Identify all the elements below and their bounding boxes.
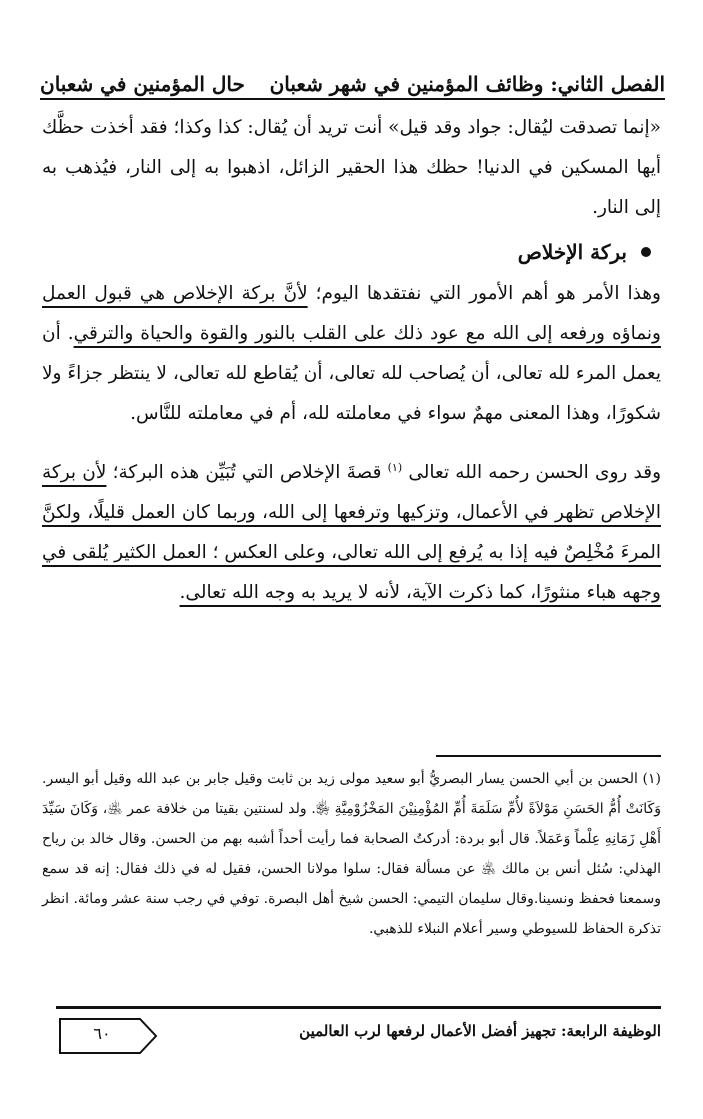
footer-title: الوظيفة الرابعة: تجهيز أفضل الأعمال لرفعها لرب العالمين — [299, 1022, 661, 1040]
main-text — [42, 108, 661, 613]
paragraph-1: «إنما تصدقت ليُقال: جواد وقد قيل» أنت تريد أن يُقال: كذا وكذا؛ فقد أخذت حظَّك أيها المسكين في الدنيا! حظك هذا الحقير الزائل، اذهبوا به إلى النار، فيُذهب به إلى النار. — [42, 117, 661, 218]
header-divider — [40, 98, 665, 100]
underlined-text-2: لأن بركة الإخلاص تظهر في الأعمال، وتزكيها وترفعها إلى الله، وربما كان العمل قليلًا، ولكنَّ المرءَ مُخْلِصٌ فيه إذا به يُرفع إلى الله تعالى، وعلى العكس ؛ العمل الكثير يُلقى في وجهه هباء منثورًا، كما ذكرت الآية، لأنه لا يريد به وجه الله تعالى. — [42, 462, 661, 604]
paragraph-3 — [42, 448, 661, 613]
underlined-text-1: لأنَّ بركة الإخلاص هي قبول العمل ونماؤه ورفعه إلى الله مع عود ذلك على القلب بالنور والقوة والحياة والترقي — [42, 283, 661, 344]
paragraph-3-start: وقد روى الحسن رحمه الله تعالى — [402, 462, 662, 484]
paragraph-2 — [42, 274, 661, 434]
chapter-title: الفصل الثاني: وظائف المؤمنين في شهر شعبان — [269, 72, 665, 96]
footnote-divider — [436, 755, 661, 757]
footer-divider — [56, 1006, 661, 1009]
footnote: (١) الحسن بن أبي الحسن يسار البصريُّ أبو سعيد مولى زيد بن ثابت وقيل جابر بن عبد الله وقيل أبو اليسر. وَكَانَتْ أُمُّ الحَسَنِ مَوْلاَةً لأُمِّ سَلَمَةَ أُمِّ المُؤْمِنِيْنَ المَخْزُوْمِيَّةِ ﵂. ولد لسنتين بقيتا من خلافة عمر ﵁، وَكَانَ سَيِّدَ أَهْلِ زَمَانِهِ عِلْماً وَعَمَلاً. قال أبو بردة: أدركتُ الصحابة فما رأيت أحداً أشبه بهم من الحسن. وقال خالد بن رياح الهذلي: سُئل أنس بن مالك ﵁ عن مسألة فقال: سلوا مولانا الحسن، فقيل له في ذلك فقال: إنه قد سمع وسمعنا فحفظ ونسينا.وقال سليمان التيمي: الحسن شيخ أهل البصرة. توفي في رجب سنة عشر ومائة. انظر تذكرة الحفاظ للسيوطي وسير أعلام النبلاء للذهبي. — [42, 771, 661, 937]
section-title: حال المؤمنين في شعبان — [40, 72, 245, 96]
page-number: ٦٠ — [93, 1024, 111, 1043]
footnote-marker[interactable]: (١) — [387, 461, 403, 474]
bullet-dot-icon — [641, 247, 651, 257]
section-heading-text: بركة الإخلاص — [517, 240, 627, 264]
paragraph-2-end: . أن يعمل المرء لله تعالى، أن يُصاحب لله تعالى، أن يُقاطع لله تعالى، لا ينتظر جزاءً ولا شكورًا، وهذا المعنى مهمٌ سواء في معاملته لله، أم في معاملته للنَّاس. — [42, 323, 661, 424]
section-heading — [42, 232, 661, 272]
paragraph-2-start: وهذا الأمر هو أهم الأمور التي نفتقدها اليوم؛ — [307, 283, 661, 304]
page-footer — [56, 1016, 661, 1056]
paragraph-3-mid: قصةَ الإخلاص التي تُبَيِّن هذه البركة؛ — [106, 462, 388, 484]
running-header — [40, 52, 665, 96]
